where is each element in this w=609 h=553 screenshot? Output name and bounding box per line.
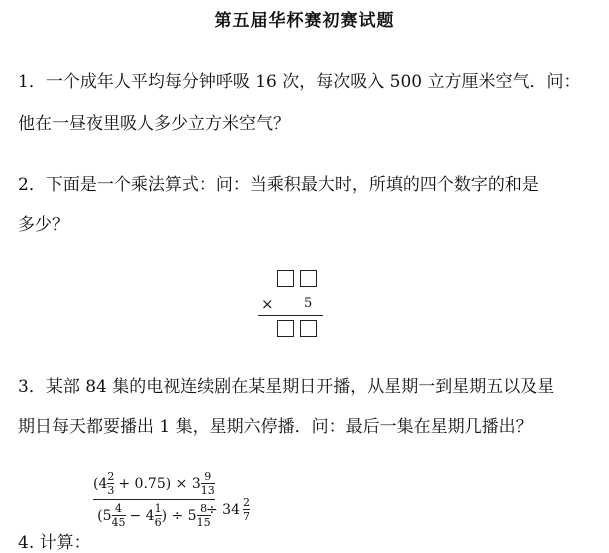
num-f1-denominator: 3: [107, 484, 115, 497]
den-minus: − 4: [129, 507, 155, 524]
den-f1-denominator: 45: [111, 516, 126, 529]
den-fraction-2: [155, 502, 162, 529]
q3-line1: 3．某部 84 集的电视连续剧在某星期日开播，从星期一到星期五以及星: [18, 377, 555, 397]
q4-tail: [206, 496, 250, 523]
main-fraction-bar: [93, 499, 215, 500]
times-sign: ×: [261, 295, 274, 313]
product-line: [258, 315, 323, 316]
q2-line1: 2．下面是一个乘法算式：问：当乘积最大时，所填的四个数字的和是: [18, 175, 539, 195]
digit-box-bottom-left: [277, 320, 294, 337]
den-f1-numerator: 4: [115, 502, 122, 515]
den-f3-numerator: 8: [200, 502, 208, 515]
digit-box-top-right: [300, 270, 317, 287]
q1-line2: 他在一昼夜里吸人多少立方米空气？: [18, 114, 290, 134]
num-open: (4: [93, 475, 108, 492]
num-f1-numerator: 2: [107, 470, 115, 483]
den-mid: ) ÷ 5: [161, 507, 197, 524]
tail-fraction: [243, 496, 250, 523]
digit-box-bottom-right: [300, 320, 317, 337]
q4-expression: [93, 470, 215, 529]
num-f2-numerator: 9: [204, 470, 212, 483]
num-f2-denominator: 13: [200, 484, 215, 497]
page-title: 第五届华杯赛初赛试题: [214, 11, 395, 31]
multiplier-digit: 5: [304, 296, 313, 311]
digit-box-top-left: [277, 270, 294, 287]
q4-numerator: [93, 470, 215, 497]
num-fraction-1: [107, 470, 114, 497]
den-fraction-1: [112, 502, 126, 529]
den-f2-denominator: 6: [154, 516, 162, 529]
q4-label: 4. 计算：: [18, 533, 91, 553]
tail-op: ÷ 34: [206, 501, 240, 518]
tail-denominator: 7: [243, 510, 250, 523]
den-f2-numerator: 1: [154, 502, 162, 515]
q1-line1: 1．一个成年人平均每分钟呼吸 16 次，每次吸入 500 立方厘米空气．问：: [18, 72, 581, 92]
tail-numerator: 2: [243, 496, 250, 509]
num-fraction-2: [201, 470, 215, 497]
q3-line2: 期日每天都要播出 1 集，星期六停播．问：最后一集在星期几播出？: [18, 417, 533, 437]
den-f3-denominator: 15: [196, 516, 211, 529]
q4-denominator: [97, 502, 210, 529]
num-mid: + 0.75) × 3: [118, 475, 201, 492]
den-open: (5: [97, 507, 112, 524]
q2-line2: 多少？: [18, 215, 69, 235]
